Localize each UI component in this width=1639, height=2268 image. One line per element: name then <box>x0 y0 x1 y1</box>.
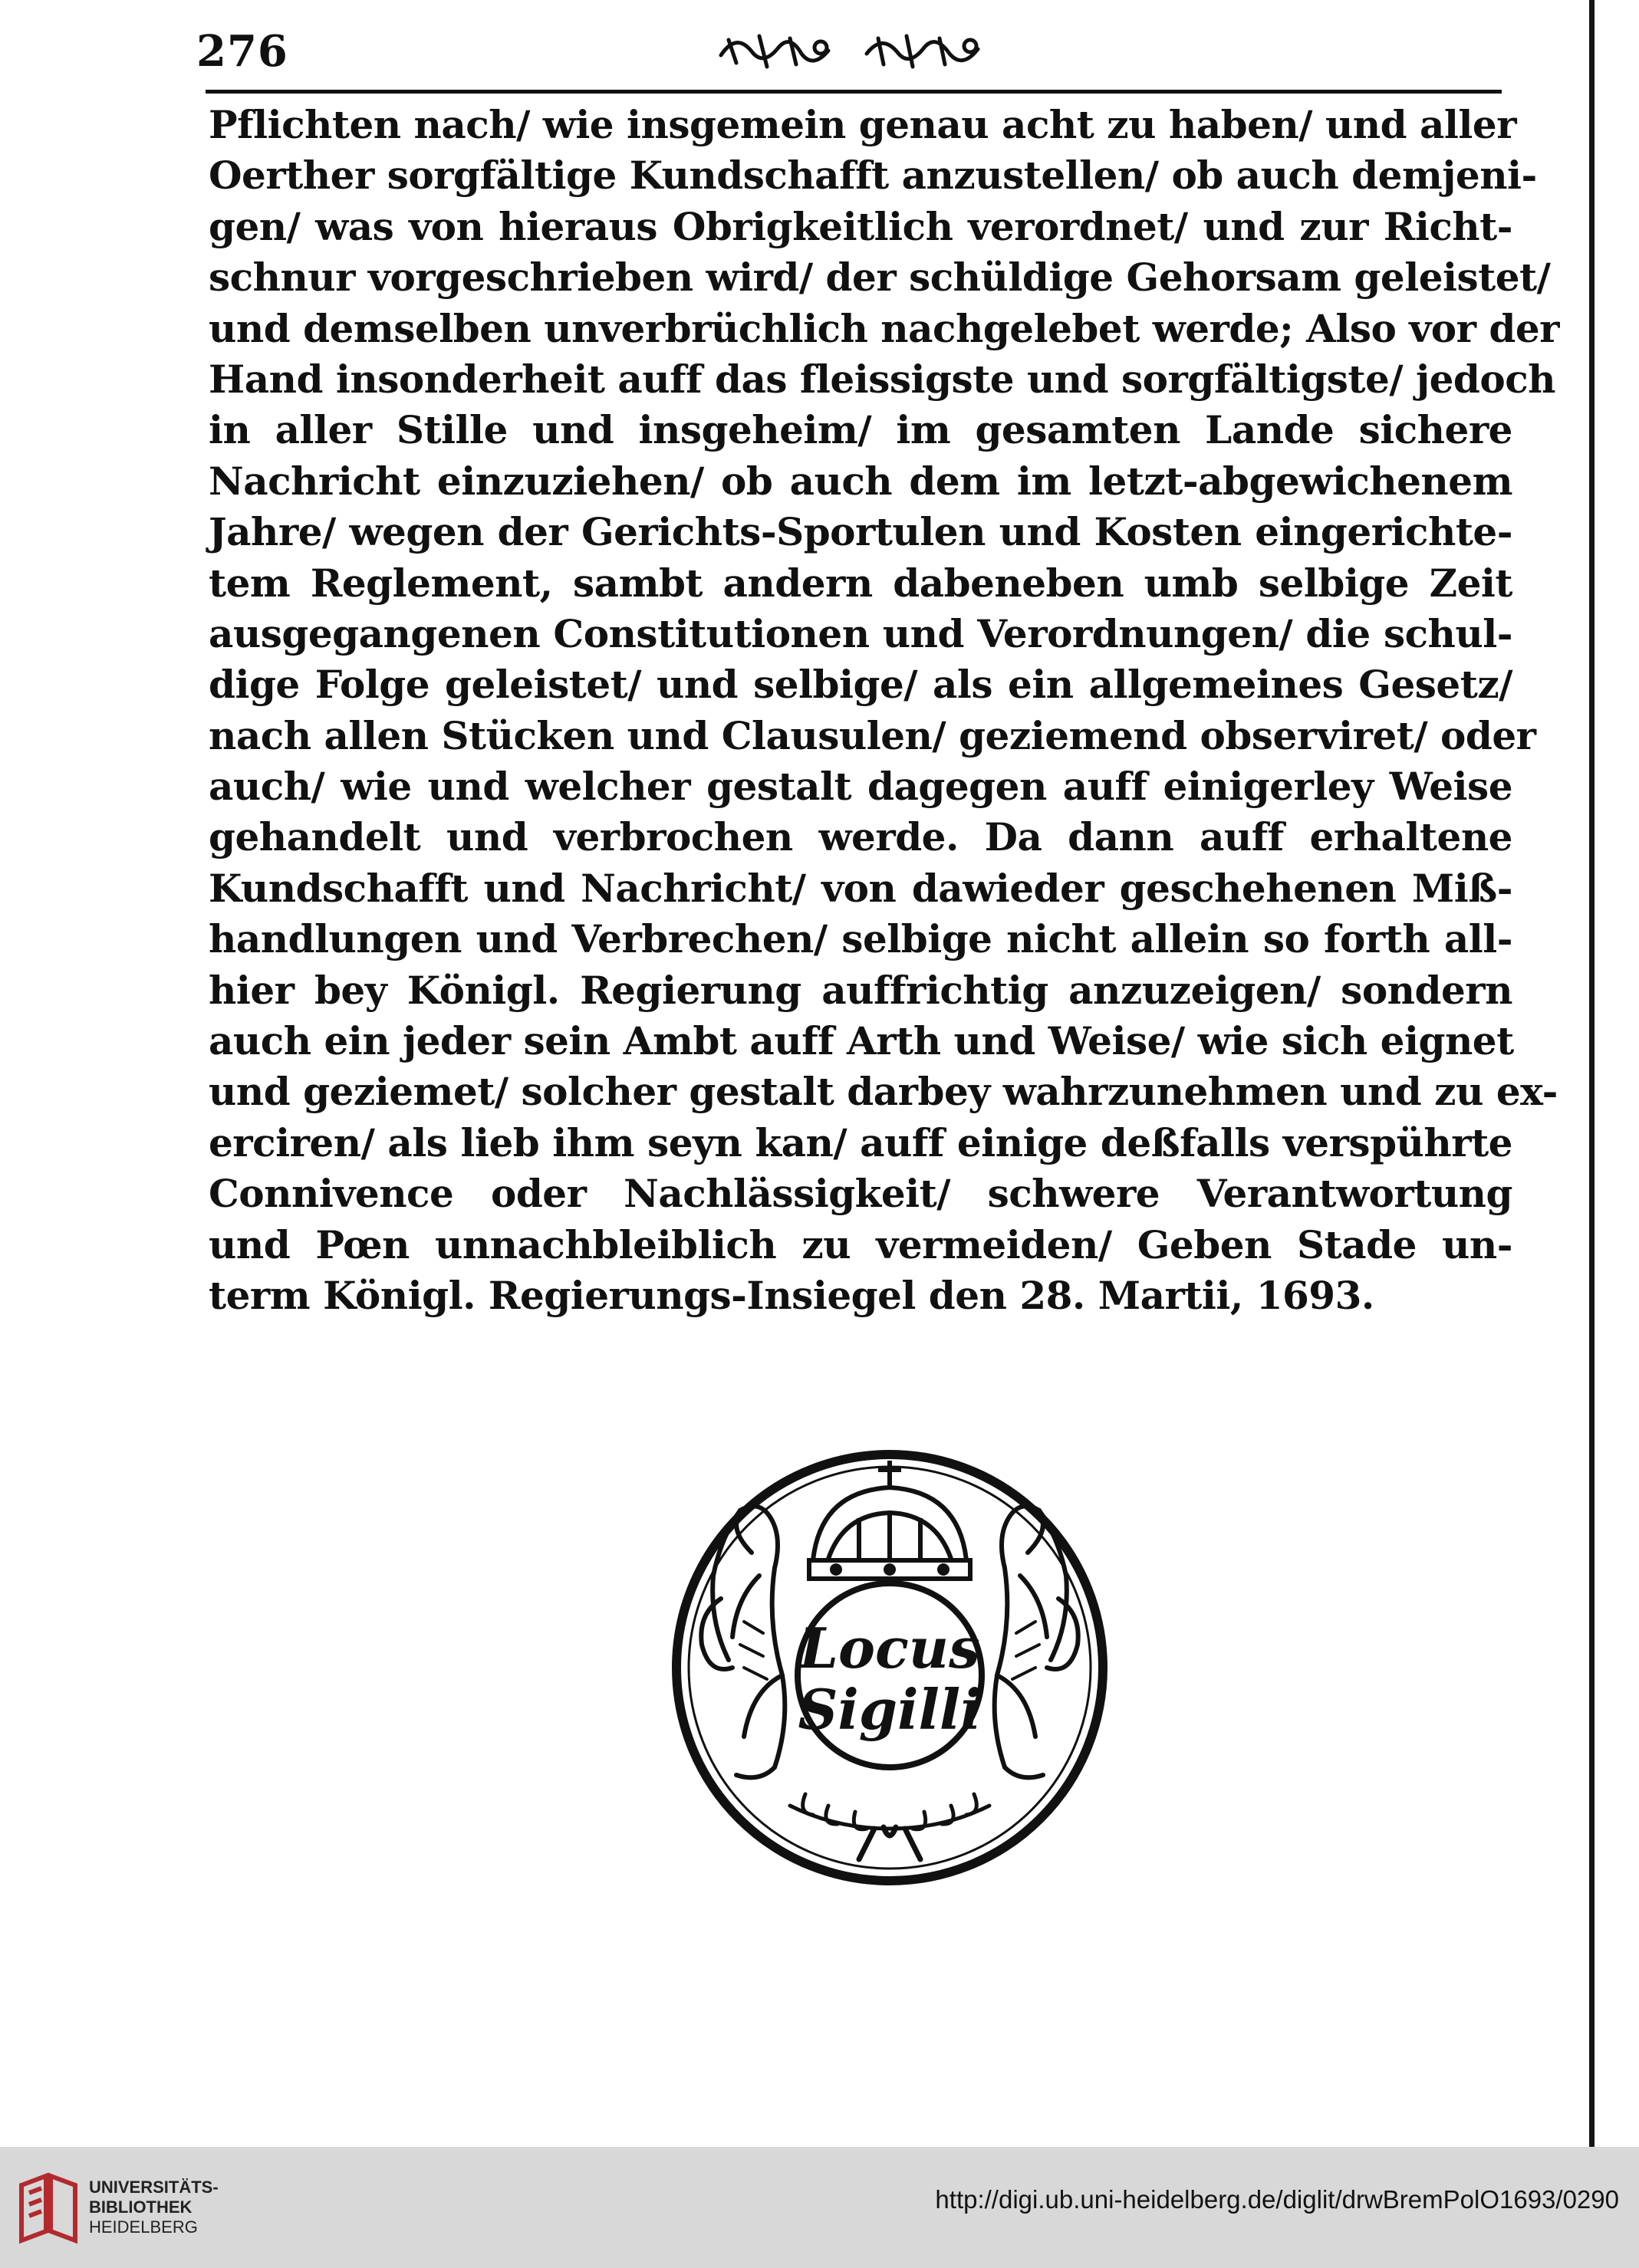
page-edge-rule <box>1589 0 1595 2147</box>
text-line: Nachricht einzuziehen/ ob auch dem im letzt-abgewichenem <box>209 458 1512 504</box>
seal-emblem <box>667 1445 1112 1890</box>
header-ornament <box>706 25 997 78</box>
library-footer <box>0 2147 1639 2268</box>
text-line: Connivence oder Nachlässigkeit/ schwere Verantwortung <box>209 1171 1512 1217</box>
text-line: handlungen und Verbrechen/ selbige nicht allein so forth all- <box>209 916 1512 962</box>
text-line: auch ein jeder sein Ambt auff Arth und Weise/ wie sich eignet <box>209 1018 1514 1064</box>
text-line: Oerther sorgfältige Kundschafft anzustellen/ ob auch demjeni- <box>209 153 1537 199</box>
text-line: Hand insonderheit auff das fleissigste und sorgfältigste/ jedoch <box>209 356 1556 402</box>
page-number: 276 <box>196 26 288 77</box>
text-line: und Pœn unnachbleiblich zu vermeiden/ Geben Stade un- <box>209 1221 1512 1267</box>
body-text <box>209 100 1559 1321</box>
text-line: und geziemet/ solcher gestalt darbey wahrzunehmen und zu ex- <box>209 1069 1558 1115</box>
source-url-link[interactable]: http://digi.ub.uni-heidelberg.de/diglit/drwBremPolO1693/0290 <box>935 2185 1619 2214</box>
text-line: Pflichten nach/ wie insgemein genau acht zu haben/ und aller <box>209 102 1517 147</box>
text-line: Jahre/ wegen der Gerichts-Sportulen und Kosten eingerichte- <box>209 509 1512 555</box>
text-line: gehandelt und verbrochen werde. Da dann auff erhaltene <box>209 814 1512 860</box>
text-line: in aller Stille und insgeheim/ im gesamten Lande sichere <box>209 407 1512 453</box>
library-name <box>89 2178 219 2237</box>
library-logo-icon <box>15 2170 81 2247</box>
text-line: dige Folge geleistet/ und selbige/ als ein allgemeines Gesetz/ <box>209 662 1512 708</box>
seal-text-sigilli: Sigilli <box>798 1677 982 1742</box>
header-rule <box>206 90 1502 94</box>
library-name-line3: HEIDELBERG <box>89 2217 198 2237</box>
text-line: nach allen Stücken und Clausulen/ geziemend observiret/ oder <box>209 712 1536 758</box>
text-line: hier bey Königl. Regierung auffrichtig anzuzeigen/ sondern <box>209 967 1512 1013</box>
library-name-line1: UNIVERSITÄTS- <box>89 2178 219 2197</box>
text-line: schnur vorgeschrieben wird/ der schüldige Gehorsam geleistet/ <box>209 255 1551 301</box>
seal-text-locus: Locus <box>799 1616 980 1681</box>
library-name-line2: BIBLIOTHEK <box>89 2197 193 2217</box>
text-line: erciren/ als lieb ihm seyn kan/ auff einige deßfalls verspührte <box>209 1119 1512 1165</box>
text-line: gen/ was von hieraus Obrigkeitlich verordnet/ und zur Richt- <box>209 203 1512 249</box>
text-line: und demselben unverbrüchlich nachgelebet werde; Also vor der <box>209 305 1559 351</box>
text-line: auch/ wie und welcher gestalt dagegen auff einigerley Weise <box>209 764 1512 810</box>
text-line: term Königl. Regierungs-Insiegel den 28. Martii, 1693. <box>209 1272 1374 1318</box>
text-line: tem Reglement, sambt andern dabeneben umb selbige Zeit <box>209 560 1512 606</box>
text-line: Kundschafft und Nachricht/ von dawieder geschehenen Miß- <box>209 865 1512 911</box>
text-line: ausgegangenen Constitutionen und Verordnungen/ die schul- <box>209 610 1512 656</box>
